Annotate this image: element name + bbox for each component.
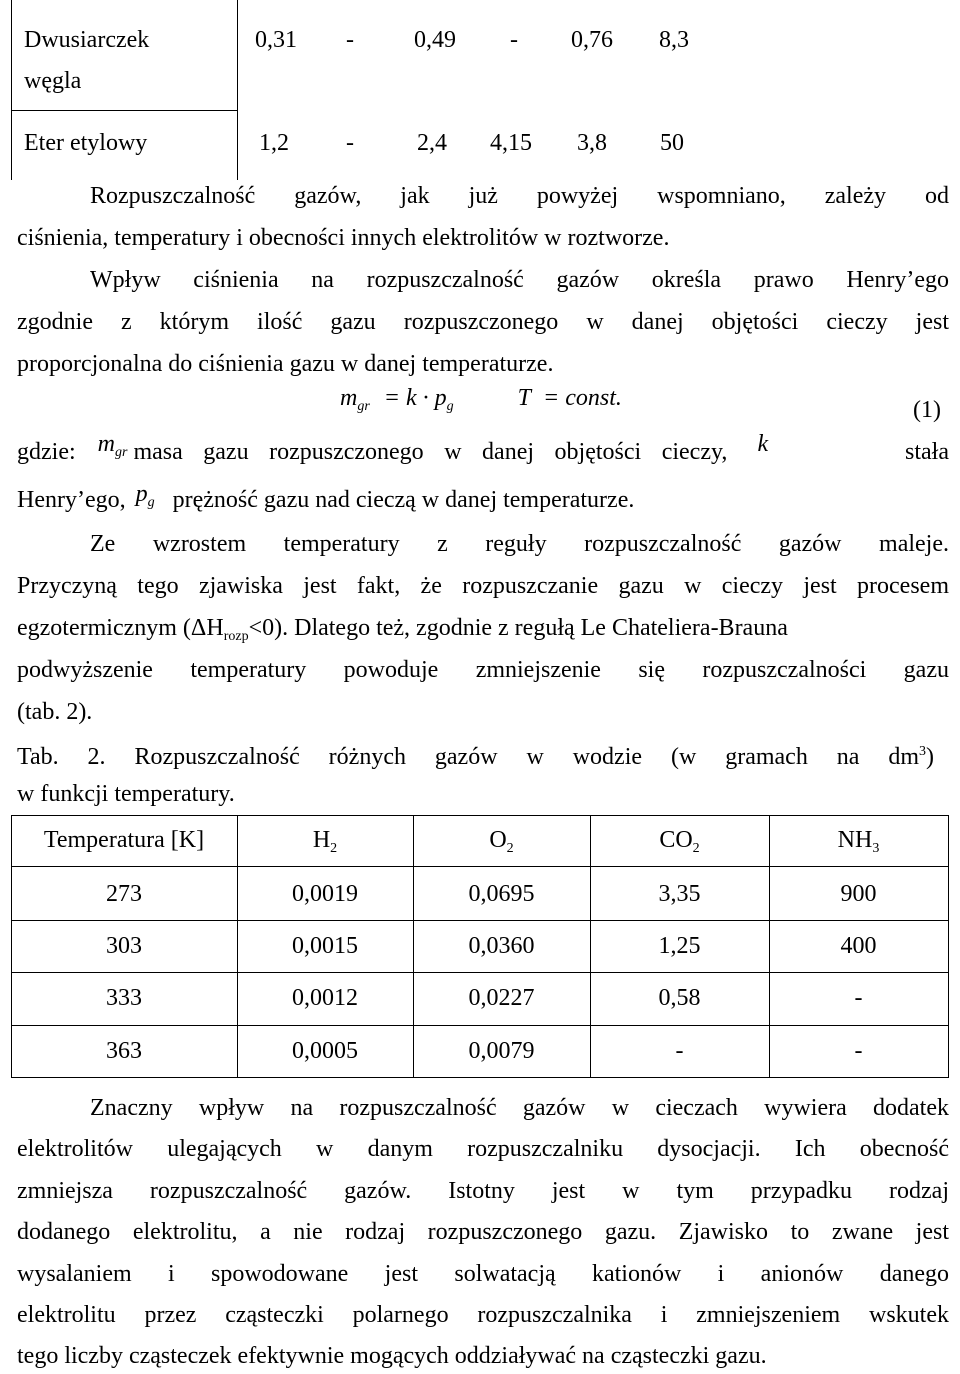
table-cell: 0,0227	[468, 985, 535, 1011]
table-cell: 0,58	[658, 985, 701, 1011]
eq-constant: = const.	[543, 385, 622, 411]
paragraph-line: proporcjonalna do ciśnienia gazu w danej temperaturze.	[17, 351, 554, 377]
where-mass-text: masa gazu rozpuszczonego w danej objętości cieczy,	[133, 439, 728, 465]
table-row-line	[11, 1025, 949, 1026]
table-cell: 363	[106, 1038, 142, 1064]
table-border-top	[11, 815, 949, 816]
table-cell: 0,76	[571, 27, 613, 53]
table-row-name-cont: węgla	[24, 68, 82, 94]
paragraph-line: Przyczyną tego zjawiska jest fakt, że rozpuszczanie gazu w cieczy jest procesem	[17, 573, 949, 599]
table-cell: 273	[106, 881, 142, 907]
table-cell: 900	[840, 881, 877, 907]
header-text: Temperatura [K]	[43, 827, 205, 853]
table-header	[11, 822, 237, 858]
table-cell: 0,31	[255, 27, 297, 53]
table-caption-cont: w funkcji temperatury.	[17, 781, 235, 807]
caption-close: )	[926, 744, 934, 770]
table-cell: -	[346, 27, 354, 53]
paragraph-line: Rozpuszczalność gazów, jak już powyżej wspomniano, zależy od	[90, 183, 949, 209]
table-cell: 0,0012	[292, 985, 358, 1011]
eq-temperature-symbol: T	[517, 385, 532, 411]
where-mass-subscript: gr	[114, 445, 128, 460]
table-border-bottom	[11, 1077, 949, 1078]
header-text: O	[489, 827, 507, 853]
table-header	[413, 822, 590, 867]
where-henry: Henry’ego,	[17, 487, 126, 513]
table-row-name: Dwusiarczek	[24, 27, 150, 53]
header-subscript: 2	[692, 841, 700, 856]
enthalpy-subscript: rozp	[223, 629, 249, 644]
header-text: CO	[659, 827, 693, 853]
paragraph-line: dodanego elektrolitu, a nie rodzaj rozpuszczonego gazu. Zjawisko to zwane jest	[17, 1219, 949, 1245]
paragraph-line: tego liczby cząsteczek efektywnie mogących oddziaływać na cząsteczki gazu.	[17, 1343, 767, 1369]
table-header	[590, 822, 769, 867]
table-cell: 0,0079	[468, 1038, 535, 1064]
caption-text: Tab. 2. Rozpuszczalność różnych gazów w wodzie (w gramach na dm	[17, 744, 919, 770]
eq-mass-subscript: gr	[357, 399, 370, 414]
header-text: H	[312, 827, 331, 853]
table-cell: -	[675, 1038, 684, 1064]
where-pressure-symbol: p	[135, 481, 148, 507]
text-span: egzotermicznym (ΔH	[17, 615, 224, 641]
header-subscript: 2	[506, 841, 514, 856]
eq-mass-symbol: m	[340, 385, 358, 411]
table-cell: 1,2	[259, 130, 289, 156]
table-cell: 303	[106, 933, 142, 959]
table-col-line	[948, 815, 949, 1078]
paragraph-line: ciśnienia, temperatury i obecności innych elektrolitów w roztworze.	[17, 225, 670, 251]
table-cell: 0,0695	[468, 881, 535, 907]
where-k-text: stała	[905, 439, 949, 465]
where-pressure-text: prężność gazu nad cieczą w danej temperaturze.	[172, 487, 635, 513]
table-cell: -	[854, 1038, 863, 1064]
where-label: gdzie:	[17, 439, 76, 465]
paragraph-line: Znaczny wpływ na rozpuszczalność gazów w cieczach wywiera dodatek	[90, 1095, 949, 1121]
equation-number: (1)	[913, 397, 941, 423]
caption-superscript: 3	[919, 744, 926, 759]
table-cell: 50	[660, 130, 684, 156]
where-k-symbol: k	[757, 431, 769, 457]
table-cell: 0,0005	[292, 1038, 358, 1064]
table-header	[237, 822, 413, 867]
table-cell: -	[346, 130, 354, 156]
table-header	[769, 822, 948, 867]
table-cell: 333	[106, 985, 142, 1011]
paragraph-line: elektrolitów ulegających w danym rozpuszczalniku dysocjacji. Ich obecność	[17, 1136, 949, 1162]
table-cell: 3,35	[658, 881, 701, 907]
header-text: NH	[837, 827, 873, 853]
table-cell: 0,0360	[468, 933, 535, 959]
table-cell: 1,25	[658, 933, 701, 959]
paragraph-line: Wpływ ciśnienia na rozpuszczalność gazów określa prawo Henry’ego	[90, 267, 949, 293]
header-subscript: 3	[872, 841, 880, 856]
where-pressure-subscript: g	[147, 495, 155, 510]
table-cell: 2,4	[417, 130, 447, 156]
table-cell: 8,3	[659, 27, 689, 53]
eq-pressure-subscript: g	[446, 399, 454, 414]
paragraph-line: Ze wzrostem temperatury z reguły rozpuszczalność gazów maleje.	[90, 531, 949, 557]
paragraph-line: (tab. 2).	[17, 699, 93, 725]
table-cell: 0,49	[414, 27, 456, 53]
paragraph-line: elektrolitu przez cząsteczki polarnego rozpuszczalnika i zmniejszeniem wskutek	[17, 1302, 949, 1328]
table-cell: 400	[840, 933, 877, 959]
paragraph-line: wysalaniem i spowodowane jest solwatacją kationów i anionów danego	[17, 1261, 949, 1287]
paragraph-line: zmniejsza rozpuszczalność gazów. Istotny jest w tym przypadku rodzaj	[17, 1178, 949, 1204]
table-row-line	[11, 920, 949, 921]
eq-right-side: = k · p	[383, 385, 447, 411]
header-subscript: 2	[330, 841, 338, 856]
table-cell: -	[854, 985, 863, 1011]
paragraph-line: podwyższenie temperatury powoduje zmniejszenie się rozpuszczalności gazu	[17, 657, 949, 683]
table-cell: 4,15	[490, 130, 532, 156]
table-row-line	[11, 972, 949, 973]
table-cell: -	[510, 27, 518, 53]
table-row-name: Eter etylowy	[24, 130, 148, 156]
table-cell: 3,8	[577, 130, 607, 156]
paragraph-line: zgodnie z którym ilość gazu rozpuszczonego w danej objętości cieczy jest	[17, 309, 949, 335]
where-mass-symbol: m	[97, 431, 115, 457]
table-cell: 0,0015	[292, 933, 358, 959]
table-cell: 0,0019	[292, 881, 358, 907]
text-span: <0). Dlatego też, zgodnie z regułą Le Chateliera-Brauna	[248, 615, 788, 641]
